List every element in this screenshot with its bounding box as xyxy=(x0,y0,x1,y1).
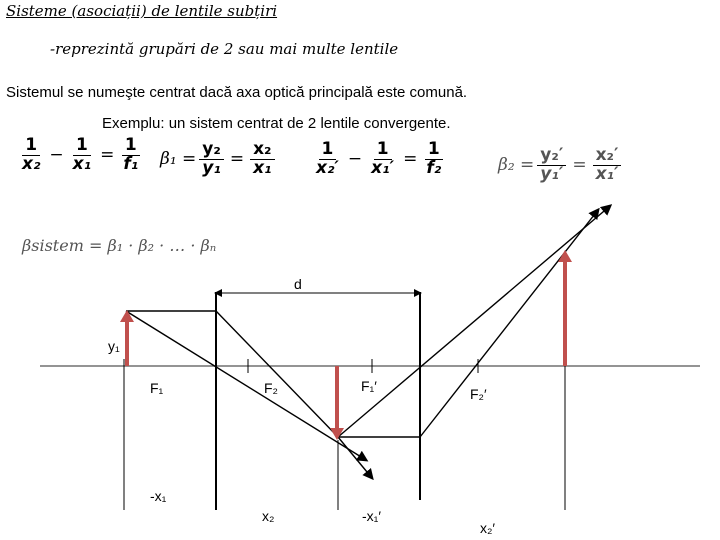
frac-num: 1 xyxy=(73,137,91,156)
title: Sisteme (asociații) de lentile subțiri xyxy=(6,2,278,20)
frac-den: f₂ xyxy=(426,157,442,178)
frac-den: x₂′ xyxy=(316,157,339,178)
label-f1: F₁ xyxy=(150,380,164,396)
frac-num: 1 xyxy=(374,141,392,160)
frac-den: y₁′ xyxy=(540,163,564,184)
equals-sign: = xyxy=(229,149,245,170)
object-arrow-y1-head xyxy=(120,310,134,322)
label-f1p: F₁′ xyxy=(361,378,377,394)
frac-den: x₁ xyxy=(72,153,92,174)
ray-9-to-image2 xyxy=(216,252,565,366)
frac-den: y₁ xyxy=(202,157,221,178)
frac-num: 1 xyxy=(319,141,337,160)
frac-den: x₁ xyxy=(253,157,272,178)
frac-num: 1 xyxy=(122,137,140,156)
frac-den: x₁′ xyxy=(371,157,395,178)
ray-3-refracted xyxy=(420,210,598,437)
frac-num: x₂′ xyxy=(593,147,622,166)
label-f2p: F₂′ xyxy=(470,386,487,402)
equals-sign: = xyxy=(100,145,115,166)
label-f2: F₂ xyxy=(264,380,278,396)
label-x2p: x₂′ xyxy=(480,520,496,536)
minus-sign: − xyxy=(49,145,64,166)
subtitle: -reprezintă grupări de 2 sau mai multe lentile xyxy=(50,40,399,58)
centered-system-statement: Sistemul se numeşte centrat dacă axa optică principală este comună. xyxy=(6,84,468,101)
frac-den: x₂ xyxy=(22,153,41,174)
ray-10-lens2-top xyxy=(420,250,565,293)
ray-4-central xyxy=(338,206,610,437)
frac-den: f₁ xyxy=(123,153,139,174)
frac-den: x₁′ xyxy=(595,163,619,184)
ray-8-diverging xyxy=(338,437,372,478)
label-d: d xyxy=(294,276,302,292)
image-arrow-2-head xyxy=(558,250,572,262)
beta1-symbol: β₁ = xyxy=(160,149,197,170)
system-magnification-equation: βsistem = β₁ · β₂ · … · βₙ xyxy=(22,236,217,255)
minus-sign: − xyxy=(347,149,363,170)
ray-1-refracted xyxy=(216,311,338,437)
example-caption: Exemplu: un sistem centrat de 2 lentile convergente. xyxy=(102,115,451,132)
label-minus-x1: -x₁ xyxy=(150,488,167,504)
frac-num: 1 xyxy=(425,141,443,160)
frac-num: x₂ xyxy=(250,141,274,160)
equals-sign: = xyxy=(572,155,587,176)
label-y1: y₁ xyxy=(108,338,120,354)
frac-num: 1 xyxy=(22,137,40,156)
ray-5-through-f1p xyxy=(216,250,566,311)
label-minus-x1p: -x₁′ xyxy=(362,508,382,524)
equals-sign: = xyxy=(403,149,418,170)
label-x2: x₂ xyxy=(262,508,275,524)
frac-num: y₂′ xyxy=(537,147,566,166)
frac-num: y₂ xyxy=(199,141,224,160)
ray-11 xyxy=(420,225,578,366)
beta2-symbol: β₂ = xyxy=(498,155,535,176)
